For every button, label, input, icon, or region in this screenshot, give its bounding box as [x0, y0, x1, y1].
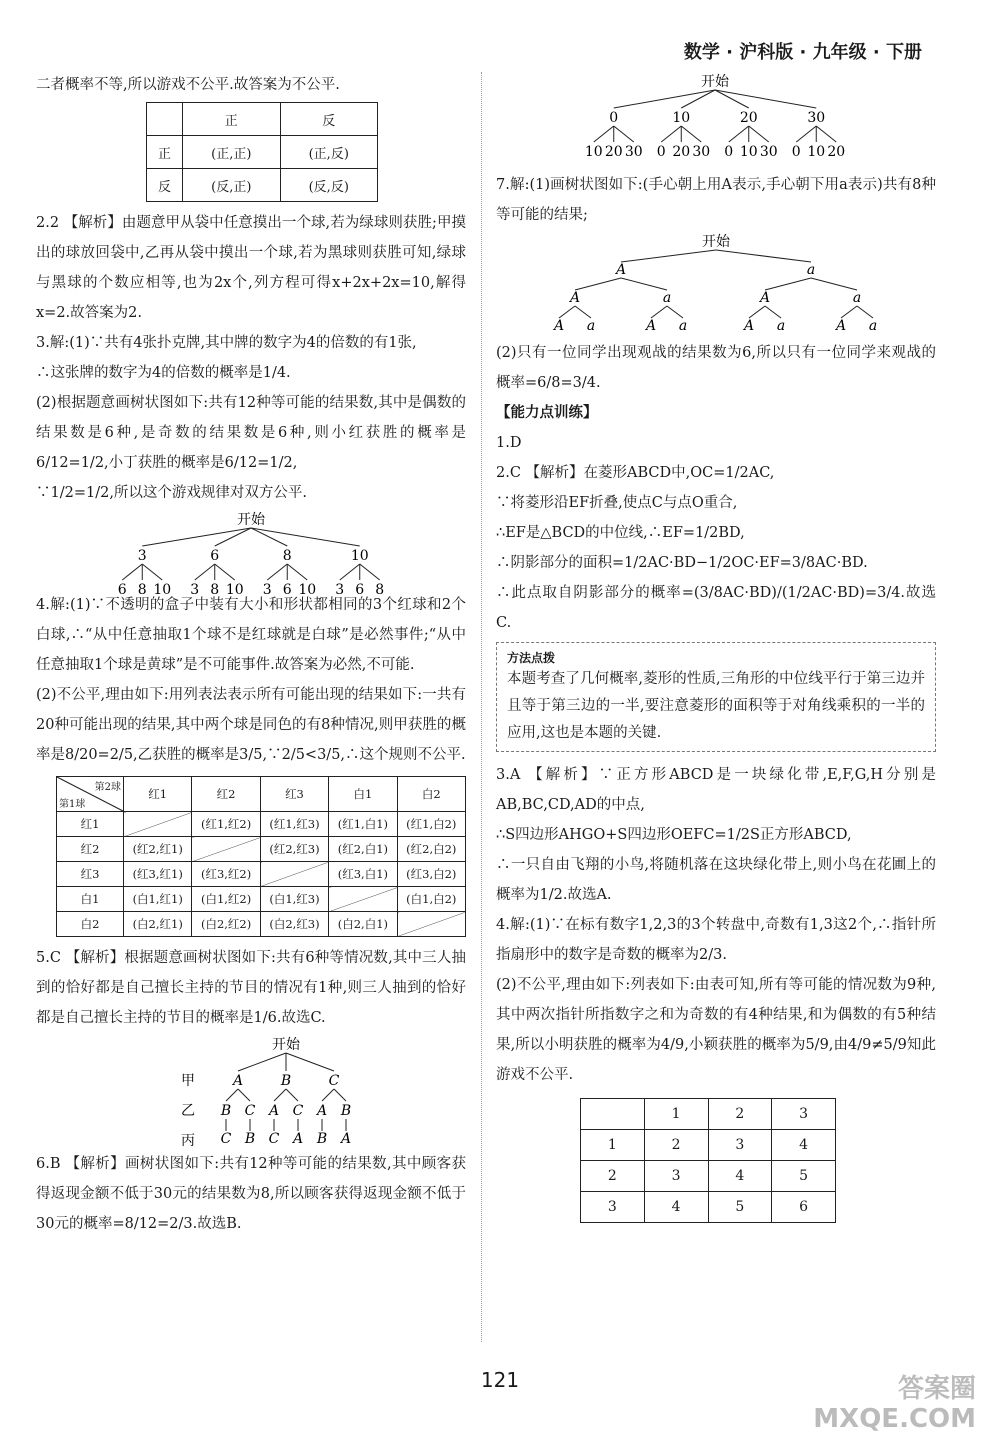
q2-text: 2.2 【解析】由题意甲从袋中任意摸出一个球,若为绿球则获胜;甲摸出的球放回袋中,乙再从袋中摸出一个球,若为黑球则获胜可知,绿球与黑球的个数应相等,也为2x个,列方程可得x+2x+2x=10,解得x=2.故答案为2.	[36, 215, 466, 321]
watermark	[813, 1374, 976, 1434]
table-cell: (白1,红1)	[124, 887, 192, 912]
tree-branch	[334, 1089, 346, 1101]
left-column	[36, 70, 466, 1239]
table-row	[147, 136, 378, 169]
tree-node: 0	[609, 110, 619, 126]
tree-leaf: a	[868, 318, 878, 334]
tree-node: A	[316, 1103, 328, 1119]
table-cell: 反	[147, 169, 183, 202]
tree-branch	[360, 564, 380, 580]
tree-branch	[796, 126, 816, 142]
tree-branch	[559, 306, 575, 318]
tree-branch	[765, 278, 811, 290]
table-cell: 1	[644, 1099, 708, 1130]
tree-node: a	[852, 290, 862, 306]
column-header: 白2	[397, 777, 465, 812]
method-text: 本题考查了几何概率,菱形的性质,三角形的中位线平行于第三边并且等于第三边的一半,要注意菱形的面积等于对角线乘积的一半的应用,这也是本题的关键.	[507, 671, 925, 741]
tree-node: 10	[672, 110, 691, 126]
table-cell	[147, 103, 183, 136]
tree-branch	[226, 1089, 238, 1101]
tree-leaf: B	[244, 1131, 256, 1147]
table-row	[57, 812, 466, 837]
table-cell: 2	[644, 1130, 708, 1161]
q3b-text: ∴这张牌的数字为4的倍数的概率是1/4.	[36, 365, 291, 381]
table-cell: (反,正)	[183, 169, 280, 202]
table-cell: 4	[644, 1192, 708, 1223]
tree-node: A	[232, 1073, 244, 1089]
tree-branch	[142, 564, 162, 580]
tree-branch	[816, 126, 836, 142]
table-row	[57, 887, 466, 912]
table-cell: 5	[708, 1192, 772, 1223]
tree-leaf: 10	[584, 144, 603, 160]
tree-leaf: 0	[791, 144, 801, 160]
watermark-line-1: 答案圈	[897, 1374, 976, 1404]
table-row	[581, 1161, 836, 1192]
table-cell: (红2,白2)	[397, 837, 465, 862]
tree-leaf: 10	[225, 582, 244, 598]
table-cell: 4	[708, 1161, 772, 1192]
tree-leaf: 30	[624, 144, 643, 160]
column-divider	[481, 72, 482, 1342]
tree-leaf: A	[292, 1131, 304, 1147]
tree-root: 开始	[701, 74, 729, 90]
table-cell: 3	[772, 1099, 836, 1130]
page-header: 数学 · 沪科版 · 九年级 · 下册	[683, 42, 922, 63]
tree-branch	[267, 564, 287, 580]
r-q3b-text: ∴S四边形AHGO+S四边形OEFC=1/2S正方形ABCD,	[496, 827, 852, 843]
table-cell: 1	[581, 1130, 645, 1161]
tree-branch	[614, 126, 634, 142]
q3a-text: 3.解:(1)∵共有4张扑克牌,其中牌的数字为4的倍数的有1张,	[36, 335, 417, 351]
tree-node: 6	[210, 548, 220, 564]
tree-branch	[681, 126, 701, 142]
tree-branch	[238, 1089, 250, 1101]
tree-leaf: A	[340, 1131, 352, 1147]
r-q2a-text: 2.C 【解析】在菱形ABCD中,OC=1/2AC,	[496, 465, 775, 481]
tree-leaf: 8	[375, 582, 385, 598]
tree-level-label: 丙	[181, 1133, 195, 1149]
table-row	[57, 837, 466, 862]
method-title: 方法点拨	[507, 651, 556, 665]
table-cell	[581, 1099, 645, 1130]
tree-branch	[614, 90, 715, 108]
tree-branch	[287, 564, 307, 580]
tree-leaf: A	[743, 318, 755, 334]
tree-leaf: 3	[262, 582, 272, 598]
table-cell: 2	[581, 1161, 645, 1192]
tree-leaf: 20	[604, 144, 623, 160]
tree-branch	[195, 564, 215, 580]
tree-branch	[274, 1089, 286, 1101]
page-number: 121	[480, 1368, 520, 1392]
r-q4b-text: (2)不公平,理由如下:列表如下:由表可知,所有等可能的情况数为9种,其中两次指针所指数字之和为奇数的有4种结果,和为偶数的有5种结果,所以小明获胜的概率为4/9,小颖获胜的概率为5/9,由4/9≠5/9知此游戏不公平.	[496, 977, 936, 1083]
tree-leaf: 10	[153, 582, 172, 598]
intro-text: 二者概率不等,所以游戏不公平.故答案为不公平.	[36, 77, 340, 93]
table-cell	[260, 862, 328, 887]
q4a-text: 4.解:(1)∵不透明的盒子中装有大小和形状都相同的3个红球和2个白球,∴“从中任意抽取1个球不是红球就是白球”是必然事件;“从中任意抽取1个球是黄球”是不可能事件.故答案为必然,不可能.	[36, 597, 466, 673]
table-cell: (红2,白1)	[329, 837, 397, 862]
tree-leaf: 8	[137, 582, 147, 598]
tree-branch	[215, 564, 235, 580]
column-header: 红3	[260, 777, 328, 812]
tree-leaf: a	[586, 318, 596, 334]
table-cell	[397, 912, 465, 937]
table-cell	[124, 812, 192, 837]
ball-table	[56, 776, 466, 937]
watermark-line-2: MXQE.COM	[813, 1404, 976, 1434]
table-row	[581, 1099, 836, 1130]
table-cell: (白2,红3)	[260, 912, 328, 937]
tree-branch	[575, 306, 591, 318]
tree-leaf: 20	[827, 144, 846, 160]
table-cell: (红3,白1)	[329, 862, 397, 887]
method-box	[496, 642, 936, 752]
column-header: 红2	[192, 777, 260, 812]
tree-leaf: 20	[672, 144, 691, 160]
table-cell: (正,正)	[183, 136, 280, 169]
column-header: 红1	[124, 777, 192, 812]
table-cell	[192, 837, 260, 862]
tree-diagram-q5	[36, 1033, 466, 1149]
tree-branch	[765, 306, 781, 318]
tree-node: A	[268, 1103, 280, 1119]
table-row	[147, 169, 378, 202]
row-header: 红3	[57, 862, 124, 887]
table-row	[147, 103, 378, 136]
tree-leaf: 10	[739, 144, 758, 160]
tree-diagram-amounts	[496, 70, 936, 166]
table-cell: (反,反)	[280, 169, 377, 202]
tree-root: 开始	[272, 1037, 300, 1053]
tree-leaf: 6	[117, 582, 127, 598]
r-q3a-text: 3.A 【解析】∵正方形ABCD是一块绿化带,E,F,G,H分别是AB,BC,CD,AD的中点,	[496, 767, 936, 813]
tree-leaf: A	[835, 318, 847, 334]
table-cell: 3	[581, 1192, 645, 1223]
coin-table	[146, 102, 378, 202]
tree-branch	[716, 250, 811, 262]
tree-node: 3	[137, 548, 147, 564]
tree-branch	[749, 126, 769, 142]
tree-leaf: 10	[807, 144, 826, 160]
table-row	[57, 862, 466, 887]
table-cell: 6	[772, 1192, 836, 1223]
table-cell: (红2,红1)	[124, 837, 192, 862]
tree-branch	[667, 306, 683, 318]
table-cell: (红1,红3)	[260, 812, 328, 837]
table-cell: (红1,红2)	[192, 812, 260, 837]
tree-branch	[340, 564, 360, 580]
tree-leaf: 30	[759, 144, 778, 160]
table-cell: (红3,白2)	[397, 862, 465, 887]
table-cell: 4	[772, 1130, 836, 1161]
table-cell: (白2,红2)	[192, 912, 260, 937]
table-cell: 正	[147, 136, 183, 169]
table-row	[581, 1130, 836, 1161]
table-cell: (红1,白1)	[329, 812, 397, 837]
tree-leaf: A	[645, 318, 657, 334]
tree-node: A	[569, 290, 581, 306]
tree-branch	[857, 306, 873, 318]
right-column	[496, 70, 936, 1223]
section-heading: 【能力点训练】	[496, 404, 598, 421]
table-cell: (白1,红2)	[192, 887, 260, 912]
tree-diagram-q3	[36, 508, 466, 598]
tree-branch	[594, 126, 614, 142]
tree-branch	[715, 90, 816, 108]
tree-node: B	[340, 1103, 352, 1119]
row-header: 红1	[57, 812, 124, 837]
tree-leaf: 6	[355, 582, 365, 598]
tree-branch	[322, 1089, 334, 1101]
q4b-text: (2)不公平,理由如下:用列表法表示所有可能出现的结果如下:一共有20种可能出现的结果,其中两个球是同色的有8种情况,则甲获胜的概率是8/20=2/5,乙获胜的概率是3/5,∵2/5<3/5,∴这个规则不公平.	[36, 687, 466, 763]
r-q4a-text: 4.解:(1)∵在标有数字1,2,3的3个转盘中,奇数有1,3这2个,∴指针所指扇形中的数字是奇数的概率为2/3.	[496, 917, 936, 963]
row-header: 白1	[57, 887, 124, 912]
tree-node: a	[806, 262, 816, 278]
tree-node: C	[244, 1103, 256, 1119]
tree-branch	[251, 528, 360, 546]
table-row	[57, 912, 466, 937]
tree-diagram-q7	[496, 230, 936, 334]
row-header: 红2	[57, 837, 124, 862]
q7b-text: (2)只有一位同学出现观战的结果数为6,所以只有一位同学来观战的概率=6/8=3/4.	[496, 345, 936, 391]
tree-branch	[238, 1053, 286, 1071]
ball-table-corner	[57, 777, 124, 812]
tree-leaf: a	[776, 318, 786, 334]
tree-level-label: 甲	[181, 1073, 195, 1089]
tree-leaf: A	[553, 318, 565, 334]
tree-leaf: 0	[724, 144, 734, 160]
tree-node: C	[328, 1073, 340, 1089]
table-cell: (红2,红3)	[260, 837, 328, 862]
column-header: 白1	[329, 777, 397, 812]
table-cell: 3	[708, 1130, 772, 1161]
table-cell: (红3,红2)	[192, 862, 260, 887]
tree-node: B	[280, 1073, 292, 1089]
r-q1-text: 1.D	[496, 435, 522, 451]
q3d-text: ∵1/2=1/2,所以这个游戏规律对双方公平.	[36, 485, 308, 501]
q5-text: 5.C 【解析】根据题意画树状图如下:共有6种等情况数,其中三人抽到的恰好都是自己擅长主持的节目的情况有1种,则三人抽到的恰好都是自己擅长主持的节目的概率是1/6.故选C.	[36, 950, 466, 1026]
table-cell: 3	[644, 1161, 708, 1192]
corner-bottom-label: 第1球	[59, 799, 86, 810]
tree-node: A	[615, 262, 627, 278]
tree-leaf: B	[316, 1131, 328, 1147]
tree-branch	[811, 278, 857, 290]
table-cell: 5	[772, 1161, 836, 1192]
tree-leaf: 3	[190, 582, 200, 598]
q3c-text: (2)根据题意画树状图如下:共有12种等可能的结果数,其中是偶数的结果数是6种,是奇数的结果数是6种,则小红获胜的概率是6/12=1/2,小丁获胜的概率是6/12=1/2,	[36, 395, 466, 471]
tree-branch	[286, 1089, 298, 1101]
tree-leaf: 0	[656, 144, 666, 160]
corner-top-label: 第2球	[94, 782, 121, 793]
table-cell: 2	[708, 1099, 772, 1130]
row-header: 白2	[57, 912, 124, 937]
tree-branch	[122, 564, 142, 580]
tree-node: A	[759, 290, 771, 306]
table-cell: (正,反)	[280, 136, 377, 169]
r-q2d-text: ∴阴影部分的面积=1/2AC·BD−1/2OC·EF=3/8AC·BD.	[496, 555, 868, 571]
tree-branch	[661, 126, 681, 142]
tree-leaf: 8	[210, 582, 220, 598]
tree-node: 10	[350, 548, 369, 564]
r-q2e-text: ∴此点取自阴影部分的概率=(3/8AC·BD)/(1/2AC·BD)=3/4.故选C.	[496, 585, 936, 631]
tree-branch	[575, 278, 621, 290]
r-q2c-text: ∴EF是△BCD的中位线,∴EF=1/2BD,	[496, 525, 745, 541]
tree-branch	[841, 306, 857, 318]
tree-leaf: 3	[335, 582, 345, 598]
tree-node: C	[292, 1103, 304, 1119]
tree-leaf: C	[268, 1131, 280, 1147]
table-cell: (红1,白2)	[397, 812, 465, 837]
tree-node: 8	[282, 548, 292, 564]
tree-root: 开始	[702, 234, 730, 250]
tree-branch	[621, 278, 667, 290]
table-cell: (白1,白2)	[397, 887, 465, 912]
tree-branch	[729, 126, 749, 142]
tree-leaf: 10	[298, 582, 317, 598]
table-row	[581, 1192, 836, 1223]
tree-leaf: 6	[282, 582, 292, 598]
tree-node: B	[220, 1103, 232, 1119]
tree-level-label: 乙	[181, 1103, 195, 1119]
q6-text: 6.B 【解析】画树状图如下:共有12种等可能的结果数,其中顾客获得返现金额不低于30元的结果数为8,所以顾客获得返现金额不低于30元的概率=8/12=2/3.故选B.	[36, 1156, 466, 1232]
tree-root: 开始	[237, 512, 265, 528]
tree-branch	[749, 306, 765, 318]
tree-leaf: a	[678, 318, 688, 334]
table-cell: 反	[280, 103, 377, 136]
tree-leaf: C	[220, 1131, 232, 1147]
sum-table	[580, 1098, 836, 1223]
tree-branch	[142, 528, 251, 546]
tree-branch	[286, 1053, 334, 1071]
table-cell: 正	[183, 103, 280, 136]
tree-branch	[621, 250, 716, 262]
tree-branch	[651, 306, 667, 318]
tree-node: 20	[739, 110, 758, 126]
table-cell: (白2,红1)	[124, 912, 192, 937]
r-q3c-text: ∴一只自由飞翔的小鸟,将随机落在这块绿化带上,则小鸟在花圃上的概率为1/2.故选A.	[496, 857, 936, 903]
table-cell: (白2,白1)	[329, 912, 397, 937]
table-cell: (白1,红3)	[260, 887, 328, 912]
tree-leaf: 30	[692, 144, 711, 160]
table-cell: (红3,红1)	[124, 862, 192, 887]
q7a-text: 7.解:(1)画树状图如下:(手心朝上用A表示,手心朝下用a表示)共有8种等可能的结果;	[496, 177, 936, 223]
tree-node: a	[662, 290, 672, 306]
table-cell	[329, 887, 397, 912]
tree-node: 30	[807, 110, 826, 126]
r-q2b-text: ∵将菱形沿EF折叠,使点C与点O重合,	[496, 495, 738, 511]
